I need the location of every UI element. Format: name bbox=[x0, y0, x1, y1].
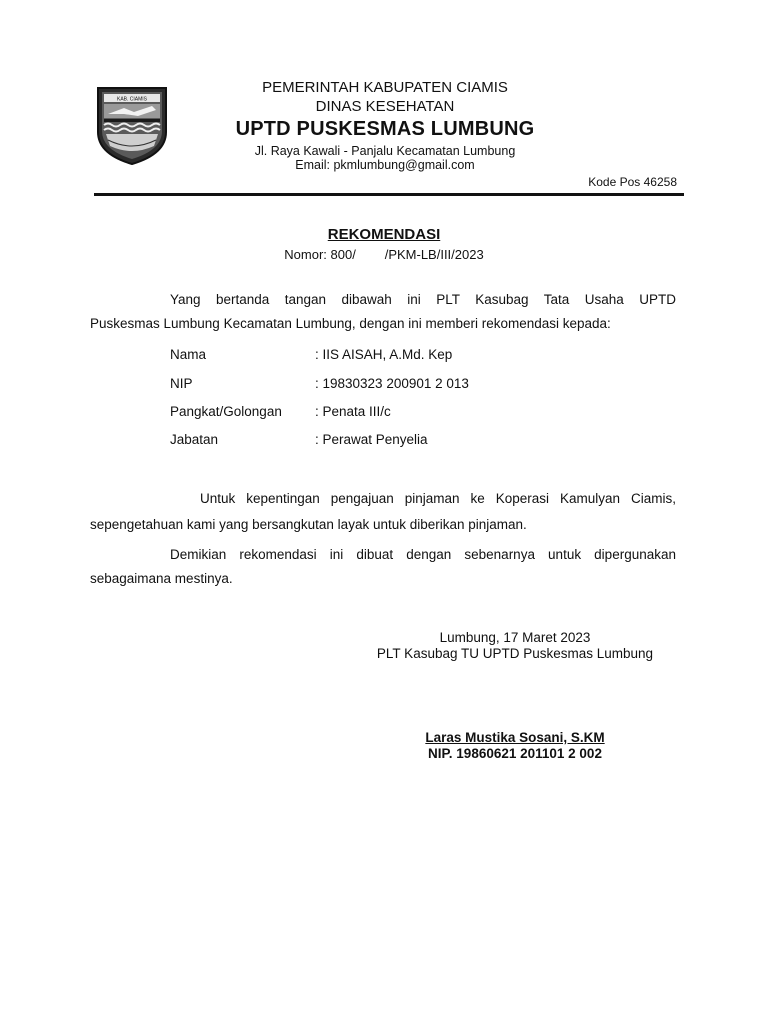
purpose-paragraph bbox=[90, 487, 676, 537]
field-value-nip: : 19830323 200901 2 013 bbox=[315, 376, 469, 391]
svg-text:KAB. CIAMIS: KAB. CIAMIS bbox=[116, 96, 148, 103]
letterhead-divider bbox=[94, 193, 684, 196]
letterhead-address: Jl. Raya Kawali - Panjalu Kecamatan Lumbung bbox=[254, 144, 516, 158]
field-label-nama: Nama bbox=[170, 347, 207, 362]
field-value-pangkat: : Penata III/c bbox=[315, 404, 391, 419]
closing-paragraph bbox=[90, 543, 676, 591]
document-number: Nomor: 800/ /PKM-LB/III/2023 bbox=[284, 247, 484, 262]
field-label-jabatan: Jabatan bbox=[170, 432, 219, 447]
signature-place-date: Lumbung, 17 Maret 2023 bbox=[439, 630, 591, 645]
letterhead-postal-code: Kode Pos 46258 bbox=[588, 175, 677, 189]
letterhead-email: Email: pkmlumbung@gmail.com bbox=[295, 158, 475, 172]
field-value-jabatan: : Perawat Penyelia bbox=[315, 432, 428, 447]
intro-line-1: Yang bertanda tangan dibawah ini PLT Kasubag Tata Usaha UPTD bbox=[170, 292, 676, 307]
signatory-name: Laras Mustika Sosani, S.KM bbox=[425, 730, 605, 745]
letterhead-government: PEMERINTAH KABUPATEN CIAMIS bbox=[262, 79, 508, 96]
purpose-line-2: sepengetahuan kami yang bersangkutan layak untuk diberikan pinjaman. bbox=[90, 517, 527, 532]
signatory-nip: NIP. 19860621 201101 2 002 bbox=[428, 746, 602, 761]
intro-line-2: Puskesmas Lumbung Kecamatan Lumbung, dengan ini memberi rekomendasi kepada: bbox=[90, 316, 611, 331]
field-value-nama: : IIS AISAH, A.Md. Kep bbox=[315, 347, 453, 362]
intro-paragraph bbox=[90, 288, 676, 336]
field-label-pangkat: Pangkat/Golongan bbox=[170, 404, 282, 419]
closing-line-2: sebagaimana mestinya. bbox=[90, 571, 233, 586]
ciamis-regency-logo bbox=[94, 84, 170, 166]
document-title: REKOMENDASI bbox=[327, 226, 441, 243]
purpose-line-1: Untuk kepentingan pengajuan pinjaman ke Koperasi Kamulyan Ciamis, bbox=[200, 491, 676, 506]
letterhead-institution: UPTD PUSKESMAS LUMBUNG bbox=[235, 118, 535, 140]
field-label-nip: NIP bbox=[170, 376, 193, 391]
closing-line-1: Demikian rekomendasi ini dibuat dengan sebenarnya untuk dipergunakan bbox=[170, 547, 676, 562]
letterhead-agency: DINAS KESEHATAN bbox=[315, 98, 455, 115]
signature-position: PLT Kasubag TU UPTD Puskesmas Lumbung bbox=[376, 646, 654, 661]
